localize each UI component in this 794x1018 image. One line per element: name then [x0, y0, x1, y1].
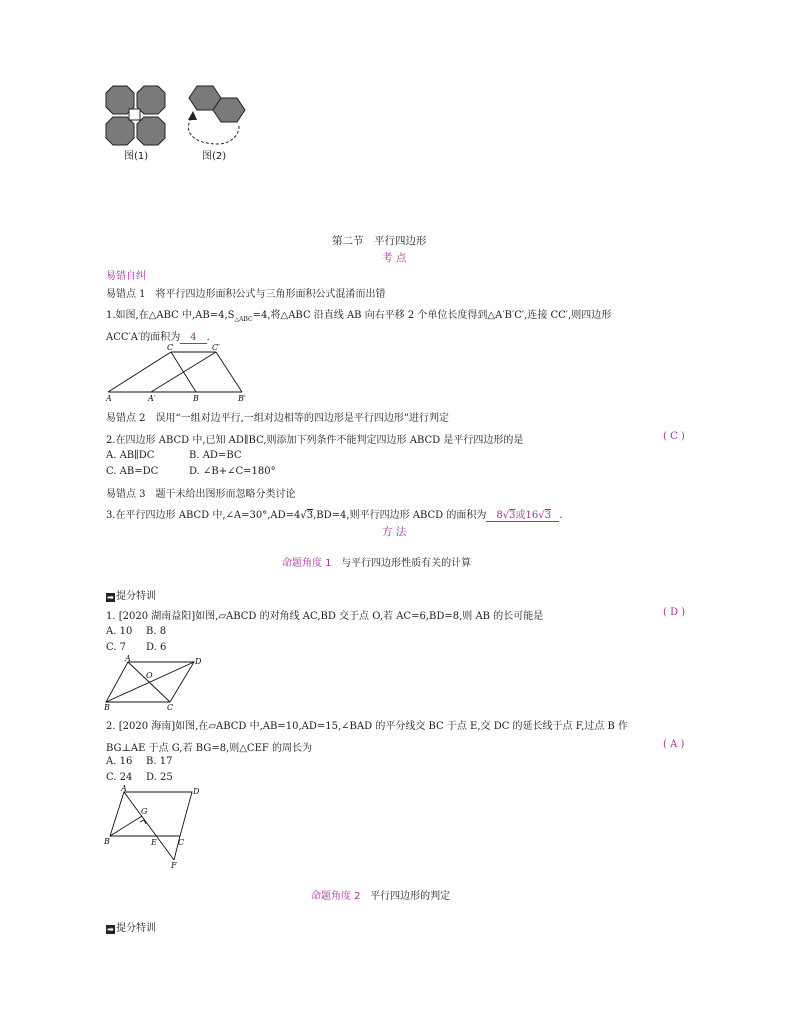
question-2-text: 2.在四边形 ABCD 中,已知 AD∥BC,则添加下列条件不能判定四边形 ABCD 是平行四边形的是: [106, 435, 524, 446]
label-F: F: [171, 861, 177, 870]
angle1-question-1-answer: ( D ): [663, 607, 686, 618]
label-B: B: [193, 394, 199, 403]
arrow-icon: ➡: [107, 925, 114, 934]
angle-1-title: 命题角度 1 与平行四边形性质有关的计算: [282, 558, 472, 569]
label-C: C: [167, 703, 174, 712]
question-2-option-c: C. AB=DC: [106, 466, 159, 477]
label-B: B: [104, 703, 110, 712]
question-1-answer: 4: [180, 332, 206, 344]
arrow-icon: ➡: [107, 593, 114, 602]
question-1-line-2: ACC′A′的面积为 4 .: [106, 332, 210, 343]
label-C: C: [167, 343, 174, 352]
label-E: E: [151, 838, 157, 847]
label-A: A: [106, 394, 112, 403]
section-title: 第二节 平行四边形: [332, 235, 427, 247]
translation-diagram: [106, 342, 246, 402]
angle1-q2-option-d: D. 25: [146, 772, 173, 783]
octagon-figure-1: [104, 84, 174, 154]
label-D: D: [195, 657, 202, 666]
angle1-q2-option-a: A. 16: [106, 756, 133, 767]
hexagon-figure-2: [184, 84, 254, 154]
label-B-prime: B′: [238, 394, 246, 403]
question-2-answer: ( C ): [663, 431, 685, 442]
question-2-option-d: D. ∠B+∠C=180°: [189, 466, 276, 477]
kaodian-heading: 考 点: [382, 252, 407, 264]
angle1-q1-option-d: D. 6: [146, 642, 167, 653]
question-2-option-a: A. AB∥DC: [106, 450, 155, 461]
question-3-answer: 8√3或16√3: [486, 510, 559, 522]
angle1-q2-option-b: B. 17: [146, 756, 173, 767]
question-3-text: 3.在平行四边形 ABCD 中,∠A=30°,AD=4√3,BD=4,则平行四边形 ABCD 的面积为 8√3或16√3 .: [106, 510, 563, 521]
label-O: O: [146, 671, 153, 680]
parallelogram-bisector-diagram: [104, 786, 204, 870]
error-point-1: 易错点 1 将平行四边形面积公式与三角形面积公式混淆而出错: [106, 289, 386, 300]
angle1-question-1-text: 1. [2020 湖南益阳]如图,▱ABCD 的对角线 AC,BD 交于点 O,若 AC=6,BD=8,则 AB 的长可能是: [106, 611, 544, 622]
angle1-question-2-line-2: BG⊥AE 于点 G,若 BG=8,则△CEF 的周长为: [106, 743, 312, 754]
angle-2-title: 命题角度 2 平行四边形的判定: [311, 891, 451, 902]
angle1-question-2-answer: ( A ): [663, 739, 685, 750]
tifen-label-2: ➡ 提分特训: [107, 923, 156, 934]
label-C-prime: C′: [212, 343, 220, 352]
label-G: G: [141, 807, 148, 816]
fangfa-heading: 方 法: [382, 526, 407, 538]
label-A-prime: A′: [148, 394, 156, 403]
parallelogram-diagonals-diagram: [104, 654, 204, 712]
angle1-q1-option-b: B. 8: [146, 626, 167, 637]
angle1-q2-option-c: C. 24: [106, 772, 133, 783]
question-2-option-b: B. AD=BC: [189, 450, 242, 461]
label-D: D: [193, 787, 200, 796]
error-point-2: 易错点 2 误用“一组对边平行,一组对边相等的四边形是平行四边形”进行判定: [106, 413, 449, 424]
angle1-question-2-line-1: 2. [2020 海南]如图,在▱ABCD 中,AB=10,AD=15,∠BAD 的平分线交 BC 于点 E,交 DC 的延长线于点 F,过点 B 作: [106, 721, 628, 732]
angle1-q1-option-a: A. 10: [106, 626, 133, 637]
label-A: A: [121, 784, 127, 793]
sqrt-symbol: √: [538, 510, 545, 521]
tifen-label-1: ➡ 提分特训: [107, 591, 156, 602]
sqrt-symbol: √: [502, 510, 510, 521]
sqrt-symbol: √: [300, 510, 307, 521]
label-C: C: [178, 838, 185, 847]
label-A: A: [125, 654, 131, 663]
label-B: B: [104, 837, 110, 846]
figure-1-caption: 图(1): [124, 151, 149, 162]
question-1-line-1: 1.如图,在△ABC 中$,AB=4,S_{\triangle ABC}=4$,将△ABC 沿直线 AB 向右平移 2 个单位长度得到△A′B′C′,连接 CC′,则四边形: [106, 310, 612, 323]
yicuo-header: 易错自纠: [106, 271, 146, 282]
error-point-3: 易错点 3 题干未给出图形而忽略分类讨论: [106, 489, 296, 500]
angle1-q1-option-c: C. 7: [106, 642, 127, 653]
figure-2-caption: 图(2): [202, 151, 227, 162]
